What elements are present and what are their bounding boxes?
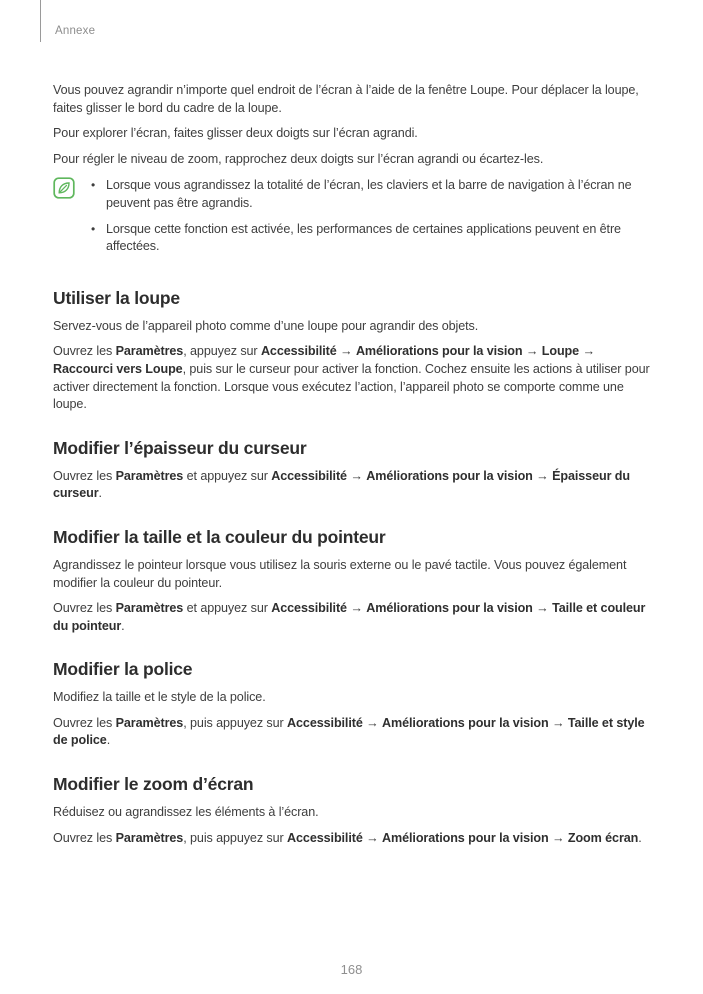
section-zoom-ecran: [53, 773, 650, 847]
note-bullet: • Lorsque vous agrandissez la totalité de l’écran, les claviers et la barre de navigation à l’écran ne peuvent pas être agrandis.: [90, 177, 650, 212]
section-utiliser-la-loupe: [53, 287, 650, 414]
section-taille-couleur-pointeur: [53, 526, 650, 635]
note-block: [53, 176, 650, 263]
section-epaisseur-curseur: [53, 437, 650, 503]
note-pencil-icon: [53, 177, 75, 199]
page-number: 168: [340, 962, 363, 977]
section-paragraph: Ouvrez les Paramètres et appuyez sur Accessibilité → Améliorations pour la vision → Épaisseur du curseur.: [53, 468, 630, 501]
intro-paragraph: Pour explorer l’écran, faites glisser deux doigts sur l’écran agrandi.: [53, 126, 418, 141]
header-rule: [40, 0, 41, 42]
page-content: [0, 42, 703, 847]
intro-paragraph: Vous pouvez agrandir n’importe quel endroit de l’écran à l’aide de la fenêtre Loupe. Pour déplacer la loupe, faites glisser le bord du cadre de la loupe.: [53, 83, 639, 115]
section-title: Utiliser la loupe: [53, 287, 180, 308]
intro-paragraph: Pour régler le niveau de zoom, rapprochez deux doigts sur l’écran agrandi ou écartez-les.: [53, 151, 544, 166]
section-title: Modifier la police: [53, 659, 193, 680]
section-paragraph: Ouvrez les Paramètres, puis appuyez sur Accessibilité → Améliorations pour la vision → Zoom écran.: [53, 830, 642, 845]
section-title: Modifier la taille et la couleur du pointeur: [53, 526, 386, 547]
section-paragraph: Agrandissez le pointeur lorsque vous utilisez la souris externe ou le pavé tactile. Vous pouvez également modifier la couleur du pointeur.: [53, 557, 627, 590]
section-paragraph: Ouvrez les Paramètres, puis appuyez sur Accessibilité → Améliorations pour la vision → Taille et style de police.: [53, 715, 645, 748]
section-title: Modifier le zoom d’écran: [53, 774, 254, 795]
breadcrumb: Annexe: [55, 25, 96, 37]
section-title: Modifier l’épaisseur du curseur: [53, 437, 307, 458]
section-paragraph: Ouvrez les Paramètres et appuyez sur Accessibilité → Améliorations pour la vision → Taille et couleur du pointeur.: [53, 601, 646, 633]
note-list: [90, 177, 650, 263]
section-police: [53, 658, 650, 750]
section-paragraph: Modifiez la taille et le style de la police.: [53, 690, 266, 705]
note-bullet: • Lorsque cette fonction est activée, les performances de certaines applications peuvent en être affectées.: [90, 221, 650, 256]
page-header: [0, 0, 703, 42]
section-paragraph: Servez-vous de l’appareil photo comme d’une loupe pour agrandir des objets.: [53, 318, 479, 333]
section-paragraph: Réduisez ou agrandissez les éléments à l’écran.: [53, 805, 319, 820]
section-paragraph: Ouvrez les Paramètres, appuyez sur Accessibilité → Améliorations pour la vision → Loupe → Raccourci vers Loupe, puis sur le curseur pour activer la fonction. Cochez ensuite les actions à utiliser pour activer directement la fonction. Lorsque vous exécutez l’action, l’appareil photo se comporte comme une loupe.: [53, 344, 650, 412]
page-footer: [0, 961, 703, 979]
